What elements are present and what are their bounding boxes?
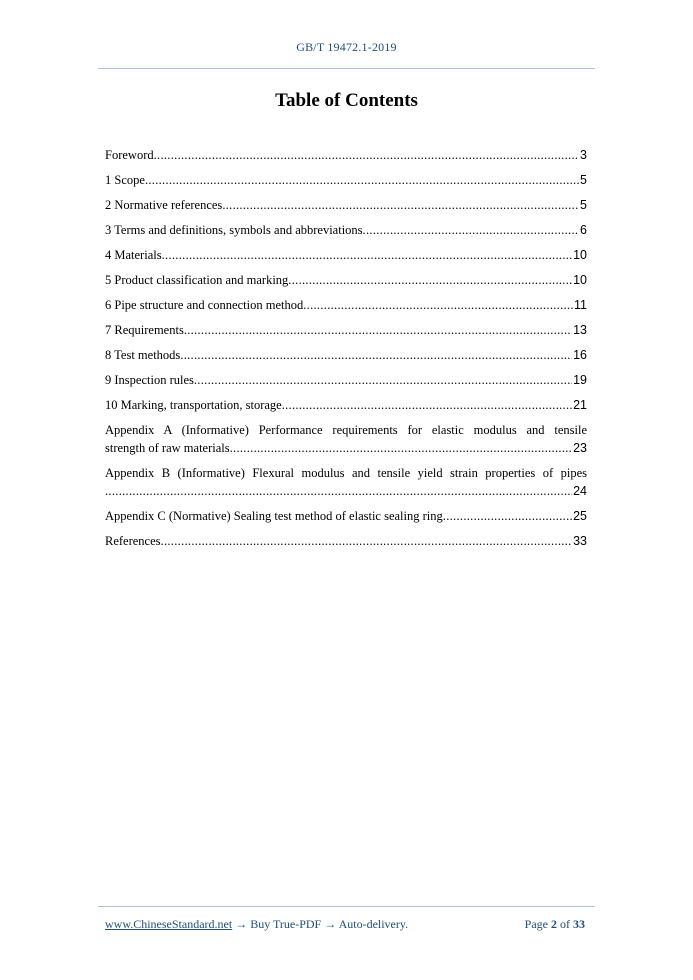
toc-leader-dots: [194, 371, 572, 389]
toc-page-number: 5: [580, 198, 587, 212]
toc-entry-label: Foreword: [105, 148, 154, 162]
toc-leader-dots: [162, 246, 573, 264]
toc-leader-dots: [443, 507, 572, 525]
table-of-contents: [105, 146, 587, 557]
toc-entry-requirements[interactable]: [105, 321, 587, 339]
toc-leader-dots: [105, 482, 572, 500]
page-indicator: [525, 917, 585, 932]
running-header: [0, 40, 693, 55]
toc-leader-dots: [180, 346, 572, 364]
toc-entry-scope[interactable]: [105, 171, 587, 189]
toc-entry-normative-references[interactable]: [105, 196, 587, 214]
toc-entry-label: 4 Materials: [105, 248, 162, 262]
toc-page-number: 16: [573, 348, 587, 362]
toc-entry-label: strength of raw materials: [105, 441, 230, 455]
toc-entry-inspection-rules[interactable]: [105, 371, 587, 389]
toc-page-number: 10: [573, 248, 587, 262]
toc-page-number: 6: [580, 223, 587, 237]
toc-leader-dots: [145, 171, 579, 189]
toc-entry-test-methods[interactable]: [105, 346, 587, 364]
toc-leader-dots: [184, 321, 572, 339]
document-id: GB/T 19472.1-2019: [296, 40, 397, 54]
toc-entry-label: 8 Test methods: [105, 348, 181, 362]
toc-leader-dots: [303, 296, 573, 314]
toc-page-number: 3: [580, 148, 587, 162]
toc-page-number: 11: [574, 298, 587, 312]
toc-entry-label: 2 Normative references: [105, 198, 223, 212]
toc-entry-appendix-c[interactable]: [105, 507, 587, 525]
website-link[interactable]: www.ChineseStandard.net: [105, 917, 233, 931]
toc-leader-dots: [154, 146, 579, 164]
toc-leader-dots: [282, 396, 572, 414]
toc-entry-appendix-a[interactable]: [105, 421, 587, 457]
toc-entry-product-classification[interactable]: [105, 271, 587, 289]
total-page-count: 33: [573, 917, 585, 931]
current-page-number: 2: [551, 917, 557, 931]
toc-entry-materials[interactable]: [105, 246, 587, 264]
page-prefix: Page: [524, 917, 551, 931]
toc-page-number: 19: [573, 373, 587, 387]
toc-entry-pipe-structure[interactable]: [105, 296, 587, 314]
footer-promo: [105, 917, 408, 932]
toc-page-number: 13: [573, 323, 587, 337]
toc-leader-dots: [222, 196, 579, 214]
toc-page-number: 21: [573, 398, 587, 412]
toc-entry-label: Appendix C (Normative) Sealing test method of elastic sealing ring: [105, 509, 443, 523]
toc-leader-dots: [230, 439, 572, 457]
toc-leader-dots: [288, 271, 572, 289]
toc-page-number: 24: [573, 484, 587, 498]
toc-page-number: 33: [573, 534, 587, 548]
toc-entry-label: 1 Scope: [105, 173, 145, 187]
footer-divider: [98, 906, 595, 907]
page-title: Table of Contents: [275, 90, 418, 111]
header-divider: [98, 68, 595, 69]
toc-entry-label: 10 Marking, transportation, storage: [105, 398, 282, 412]
promo-text: → Buy True-PDF → Auto-delivery.: [232, 917, 409, 931]
page-of-text: of: [557, 917, 573, 931]
toc-entry-marking-transportation[interactable]: [105, 396, 587, 414]
toc-entry-references[interactable]: [105, 532, 587, 550]
toc-entry-label: 7 Requirements: [105, 323, 184, 337]
toc-page-number: 5: [580, 173, 587, 187]
toc-entry-label: 6 Pipe structure and connection method: [105, 298, 304, 312]
toc-entry-label-line1: Appendix A (Informative) Performance requirements for elastic modulus and tensile: [105, 423, 587, 437]
toc-entry-label: References: [105, 534, 161, 548]
toc-entry-label: 3 Terms and definitions, symbols and abbreviations: [105, 223, 363, 237]
toc-leader-dots: [161, 532, 573, 550]
toc-leader-dots: [363, 221, 580, 239]
toc-entry-appendix-b[interactable]: [105, 464, 587, 500]
toc-entry-label: 5 Product classification and marking: [105, 273, 289, 287]
toc-entry-label: 9 Inspection rules: [105, 373, 194, 387]
toc-page-number: 23: [573, 441, 587, 455]
toc-entry-foreword[interactable]: [105, 146, 587, 164]
toc-entry-label-line1: Appendix B (Informative) Flexural modulus and tensile yield strain properties of pipes: [105, 466, 587, 480]
toc-entry-terms-definitions[interactable]: [105, 221, 587, 239]
toc-page-number: 25: [573, 509, 587, 523]
toc-page-number: 10: [573, 273, 587, 287]
